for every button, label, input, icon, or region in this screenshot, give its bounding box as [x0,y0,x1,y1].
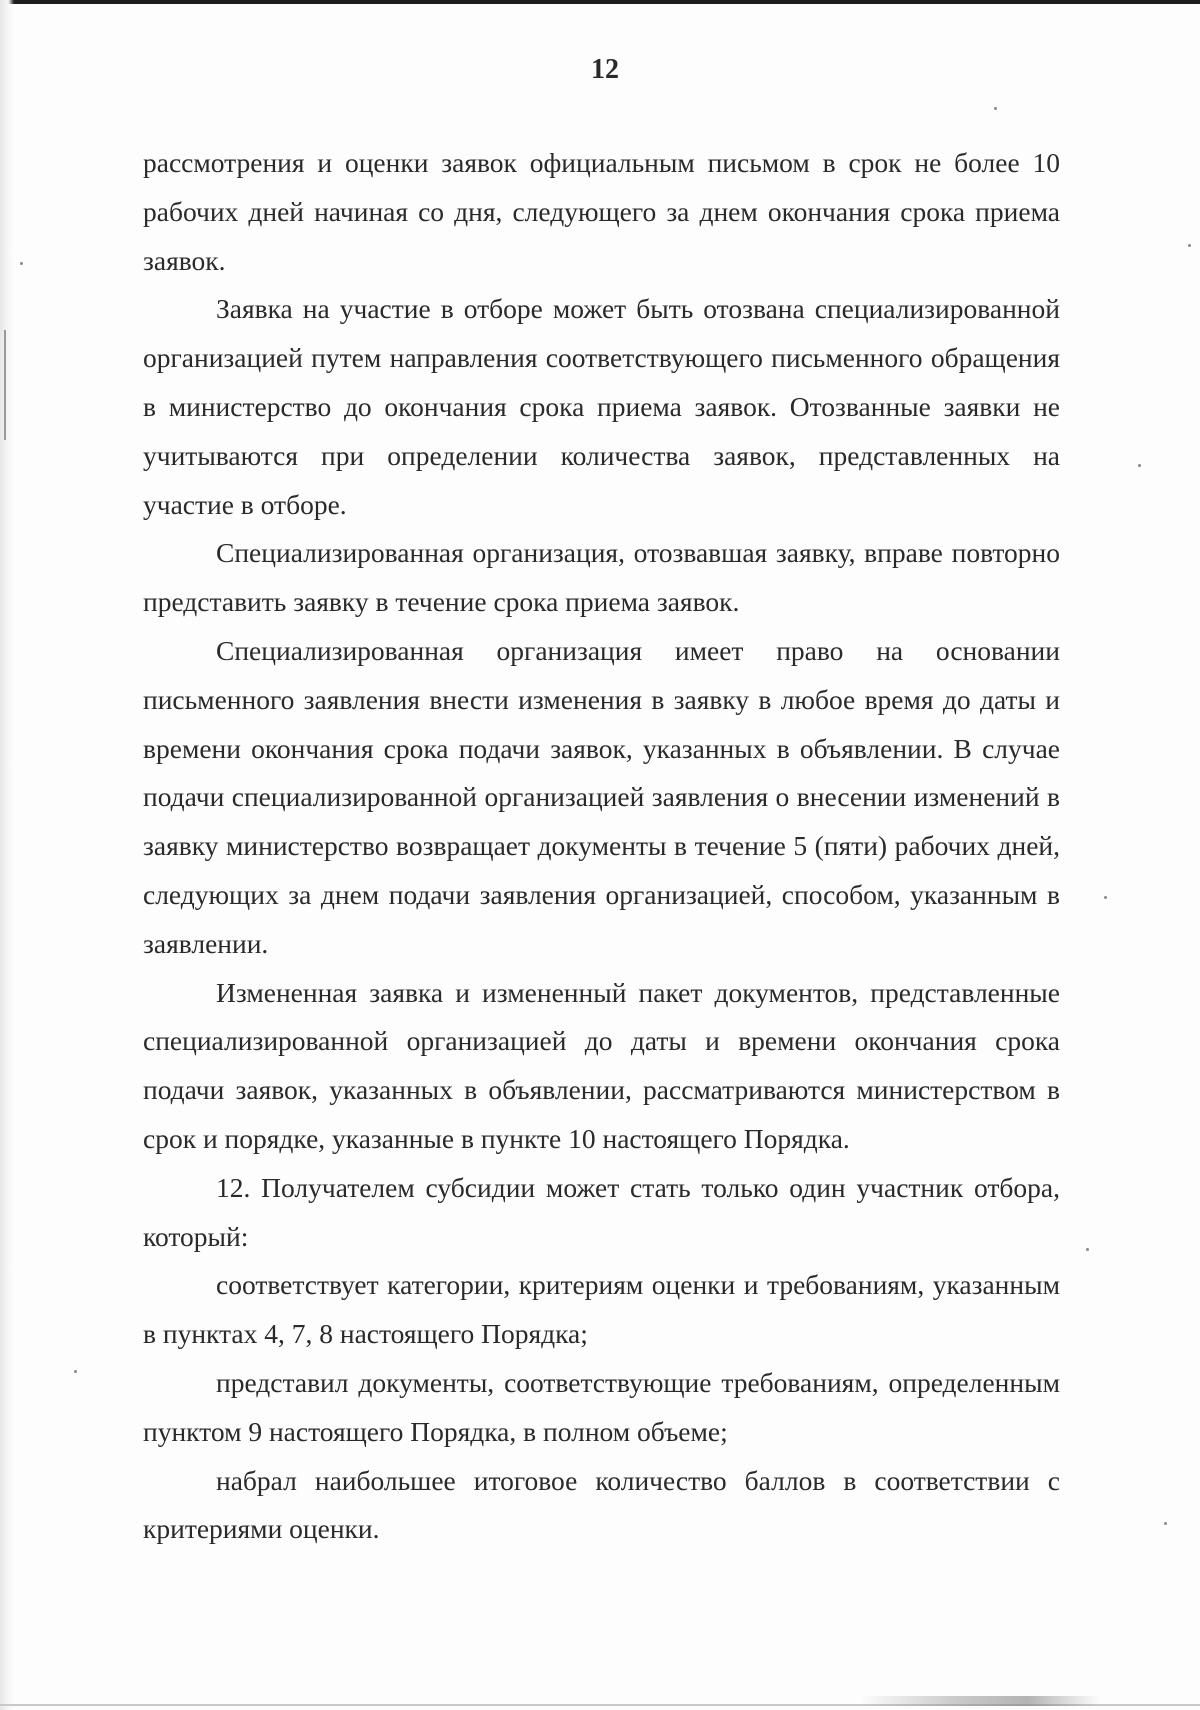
paragraph-continuation: рассмотрения и оценки заявок официальным письмом в срок не более 10 рабочих дней начиная со дня, следующего за днем окончания срока приема заявок. [143,147,1060,276]
scan-left-mark [4,330,6,440]
scan-left-edge [0,0,14,1710]
scan-speck [1164,1522,1167,1525]
scan-speck [1086,1248,1089,1251]
paragraph-amendment-right: Специализированная организация имеет право на основании письменного заявления внести изменения в заявку в любое время до даты и времени окончания срока подачи заявок, указанных в объявлении. В случае подачи специализированной организацией заявления о внесении изменений в заявку министерство возвращает документы в течение 5 (пяти) рабочих дней, следующих за днем подачи заявления организацией, способом, указанным в заявлении. [143,634,1060,959]
paragraph-criterion-score: набрал наибольшее итоговое количество баллов в соответствии с критериями оценки. [143,1464,1060,1545]
scan-top-edge [0,0,1200,4]
paragraph-criterion-documents: представил документы, соответствующие требованиям, определенным пунктом 9 настоящего Порядка, в полном объеме; [143,1366,1060,1447]
scan-speck [1138,464,1141,467]
page-number: 12 [591,54,619,85]
paragraph-withdrawal: Заявка на участие в отборе может быть отозвана специализированной организацией путем направления соответствующего письменного обращения в министерство до окончания срока приема заявок. Отозванные заявки не учитываются при определении количества заявок, представленных на участие в отборе. [143,293,1060,520]
document-body [143,139,1060,1554]
scan-speck [20,262,23,265]
scan-speck [1104,896,1107,899]
scan-speck [1188,244,1191,247]
paragraph-resubmission: Специализированная организация, отозвавшая заявку, вправе повторно представить заявку в течение срока приема заявок. [143,537,1060,618]
scan-bottom-smudge [860,1696,1100,1706]
paragraph-amended-application: Измененная заявка и измененный пакет документов, представленные специализированной организацией до даты и времени окончания срока подачи заявок, указанных в объявлении, рассматриваются министерством в срок и порядке, указанные в пункте 10 настоящего Порядка. [143,976,1060,1154]
paragraph-criterion-category: соответствует категории, критериям оценки и требованиям, указанным в пунктах 4, 7, 8 настоящего Порядка; [143,1269,1060,1350]
scan-speck [74,1370,77,1373]
scan-speck [994,107,997,110]
paragraph-item-12: 12. Получателем субсидии может стать только один участник отбора, который: [143,1171,1060,1252]
